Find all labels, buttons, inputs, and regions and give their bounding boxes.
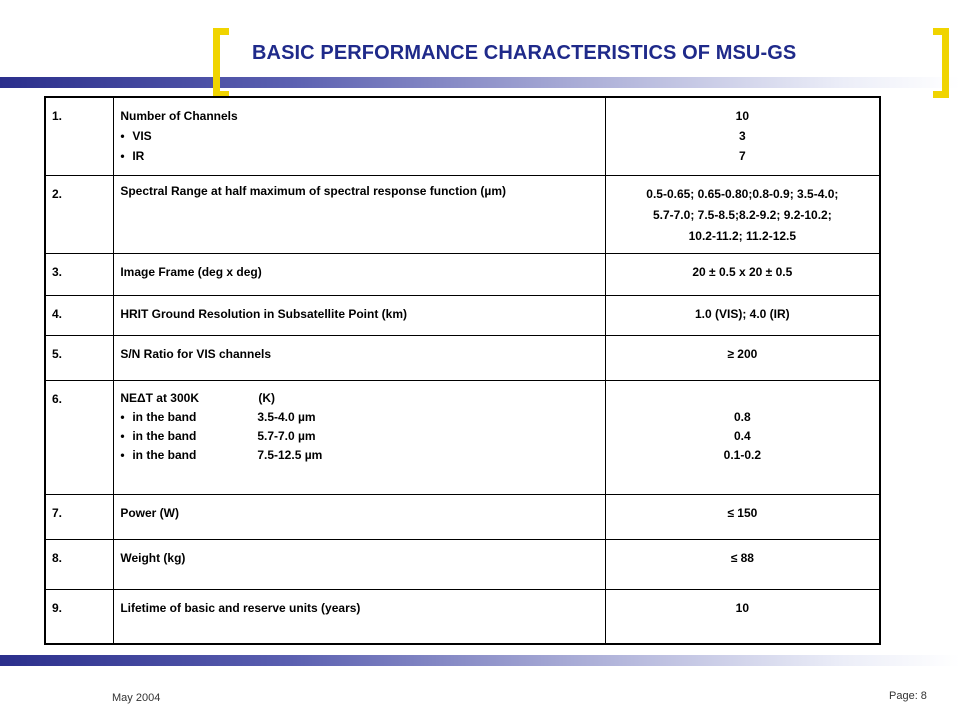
table-row	[45, 175, 880, 253]
footer-band	[0, 655, 960, 666]
row-value	[605, 380, 880, 494]
row-number: 9.	[45, 589, 114, 644]
bullet-item	[120, 408, 598, 427]
description-unit: (K)	[258, 390, 275, 405]
row-value	[605, 175, 880, 253]
row-description: Lifetime of basic and reserve units (years)	[114, 589, 605, 644]
table-row	[45, 335, 880, 380]
value-line: 0.1-0.2	[723, 447, 762, 462]
table-row	[45, 494, 880, 539]
bullet-item: • VIS	[120, 126, 598, 146]
bullet-item	[120, 427, 598, 446]
band-range: 7.5-12.5 µm	[257, 447, 323, 462]
row-number: 1.	[45, 97, 114, 175]
page-number: Page: 8	[889, 690, 927, 702]
description-main: NEΔT at 300K	[120, 390, 199, 405]
table-row	[45, 97, 880, 175]
left-bracket-decoration	[213, 28, 229, 98]
row-number: 6.	[45, 380, 114, 494]
bullet-item	[120, 446, 598, 465]
row-value: ≤ 150	[605, 494, 880, 539]
value-line: 5.7-7.0; 7.5-8.5;8.2-9.2; 9.2-10.2;	[652, 207, 832, 222]
table-row	[45, 253, 880, 295]
row-number: 5.	[45, 335, 114, 380]
performance-table	[44, 96, 881, 645]
band-label: in the band	[132, 447, 197, 462]
row-value: 20 ± 0.5 x 20 ± 0.5	[605, 253, 880, 295]
row-description	[114, 97, 605, 175]
value-line: 0.8	[733, 409, 751, 424]
row-description: Image Frame (deg x deg)	[114, 253, 605, 295]
header-band	[0, 77, 960, 88]
row-description: HRIT Ground Resolution in Subsatellite Point (km)	[114, 295, 605, 335]
footer-date: May 2004	[112, 692, 161, 704]
value-line: 10.2-11.2; 11.2-12.5	[688, 228, 797, 243]
table-row	[45, 380, 880, 494]
band-label: in the band	[132, 409, 197, 424]
row-value	[605, 97, 880, 175]
description-text	[120, 389, 598, 408]
row-value: 10	[605, 589, 880, 644]
row-description: S/N Ratio for VIS channels	[114, 335, 605, 380]
table-row	[45, 295, 880, 335]
row-value: ≤ 88	[605, 539, 880, 589]
table-row	[45, 539, 880, 589]
row-number: 7.	[45, 494, 114, 539]
band-label: in the band	[132, 428, 197, 443]
value-line: 0.4	[733, 428, 751, 443]
value-line: 0.5-0.65; 0.65-0.80;0.8-0.9; 3.5-4.0;	[646, 186, 839, 201]
value-line: 7	[738, 149, 746, 163]
bullet-item: • IR	[120, 146, 598, 166]
value-line: 10	[735, 109, 750, 123]
row-number: 3.	[45, 253, 114, 295]
value-line: 3	[738, 129, 746, 143]
row-description	[114, 380, 605, 494]
row-value: ≥ 200	[605, 335, 880, 380]
band-range: 3.5-4.0 µm	[257, 409, 316, 424]
table-row	[45, 589, 880, 644]
row-number: 4.	[45, 295, 114, 335]
description-text: Number of Channels	[120, 109, 238, 123]
band-range: 5.7-7.0 µm	[257, 428, 316, 443]
row-description: Weight (kg)	[114, 539, 605, 589]
row-number: 8.	[45, 539, 114, 589]
row-number: 2.	[45, 175, 114, 253]
slide-title: BASIC PERFORMANCE CHARACTERISTICS OF MSU-GS	[252, 42, 797, 64]
right-bracket-decoration	[933, 28, 949, 98]
row-description: Spectral Range at half maximum of spectral response function (µm)	[114, 175, 605, 253]
row-value: 1.0 (VIS); 4.0 (IR)	[605, 295, 880, 335]
row-description: Power (W)	[114, 494, 605, 539]
